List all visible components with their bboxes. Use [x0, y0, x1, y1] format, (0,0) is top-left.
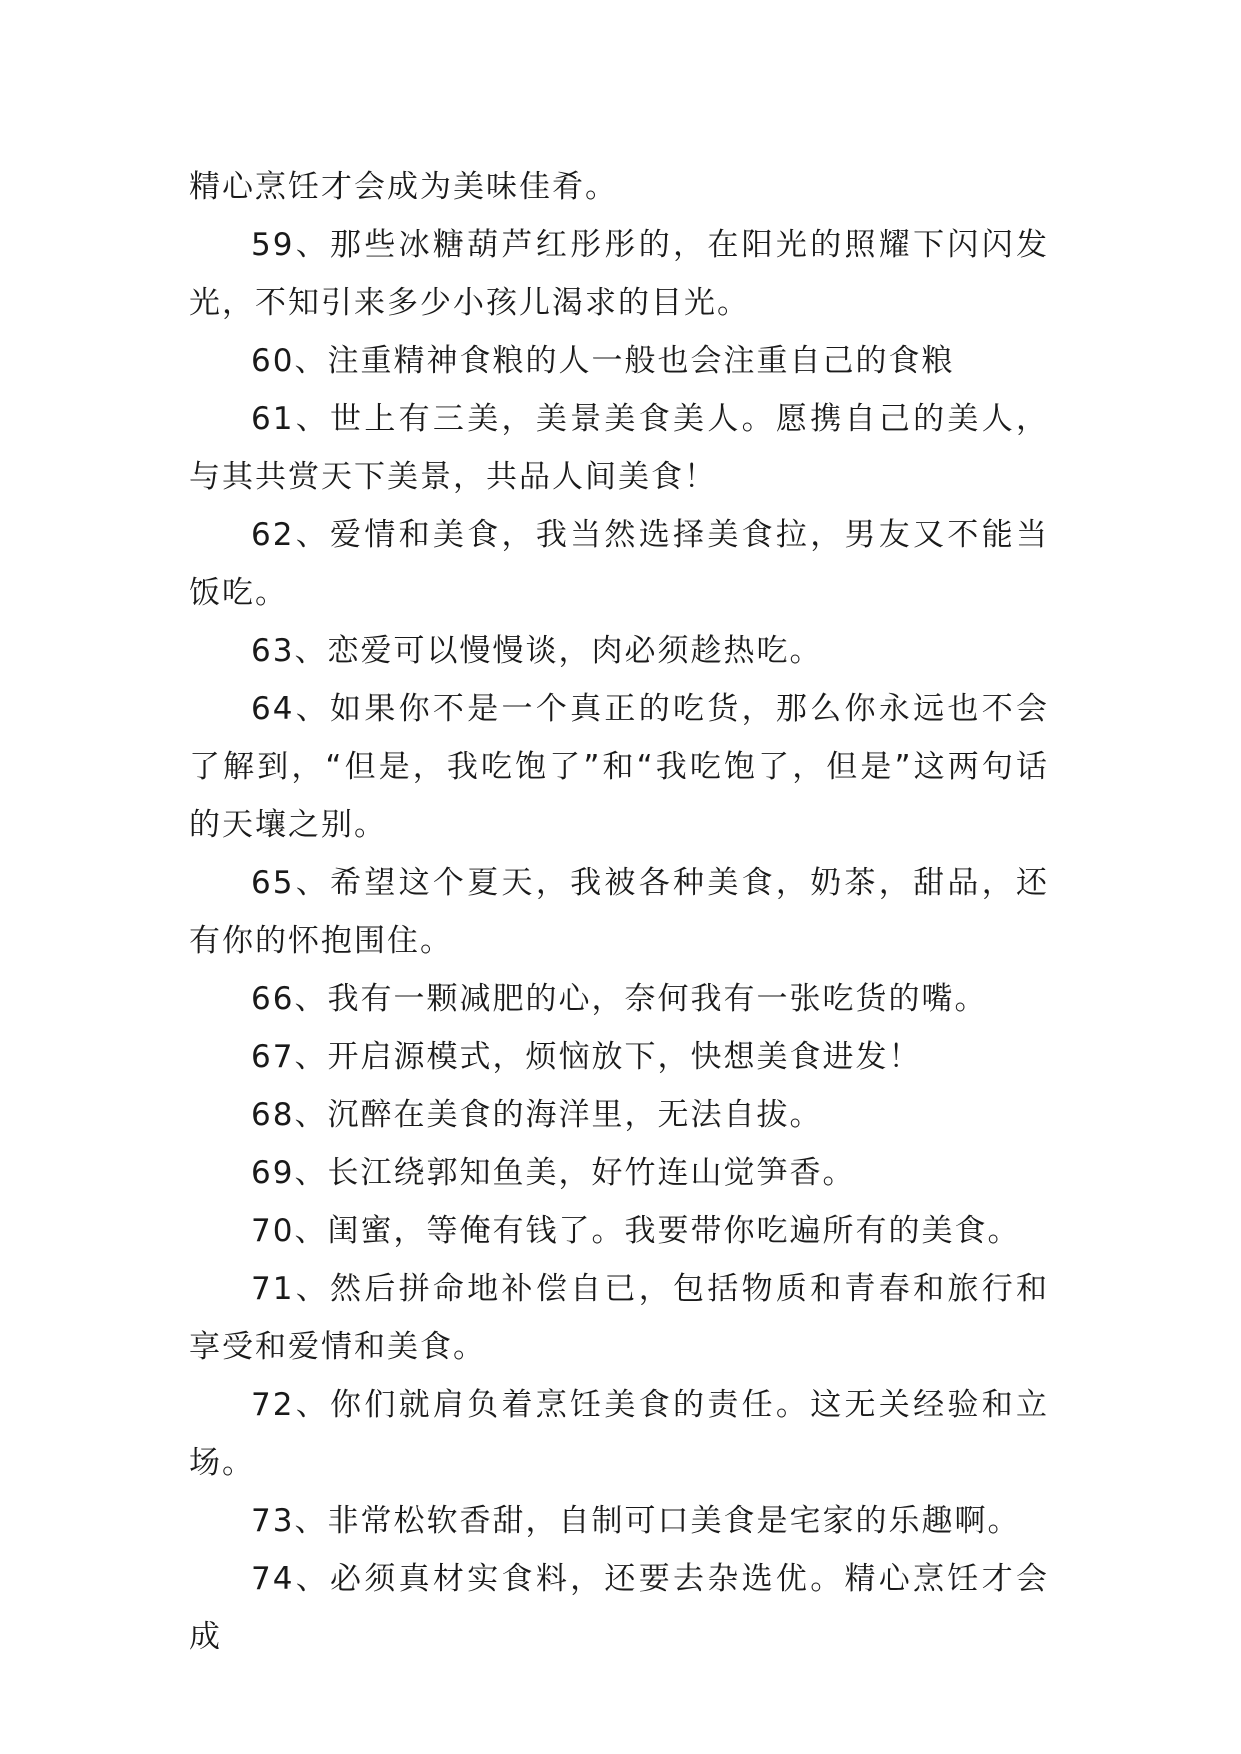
- document-body: [189, 158, 1049, 1666]
- paragraph-item-70: 70、闺蜜，等俺有钱了。我要带你吃遍所有的美食。: [251, 1213, 1021, 1249]
- paragraph-item-73: 73、非常松软香甜，自制可口美食是宅家的乐趣啊。: [251, 1503, 1021, 1539]
- paragraph-item-61: 61、世上有三美，美景美食美人。愿携自己的美人，与其共赏天下美景，共品人间美食！: [189, 401, 1049, 495]
- paragraph-item-72: 72、你们就肩负着烹饪美食的责任。这无关经验和立场。: [189, 1387, 1049, 1481]
- paragraph-continuation: 精心烹饪才会成为美味佳肴。: [189, 169, 618, 205]
- paragraph-item-62: 62、爱情和美食，我当然选择美食拉，男友又不能当饭吃。: [189, 517, 1049, 611]
- paragraph-item-71: 71、然后拼命地补偿自已，包括物质和青春和旅行和享受和爱情和美食。: [189, 1271, 1049, 1365]
- paragraph-item-60: 60、注重精神食粮的人一般也会注重自己的食粮: [251, 343, 955, 379]
- paragraph-item-69: 69、长江绕郭知鱼美，好竹连山觉笋香。: [251, 1155, 856, 1191]
- paragraph-item-64: 64、如果你不是一个真正的吃货，那么你永远也不会了解到，“但是，我吃饱了”和“我吃饱了，但是”这两句话的天壤之别。: [189, 691, 1049, 843]
- paragraph-item-67: 67、开启源模式，烦恼放下，快想美食进发！: [251, 1039, 922, 1075]
- paragraph-item-74: 74、必须真材实食料，还要去杂选优。精心烹饪才会成: [189, 1561, 1049, 1655]
- paragraph-item-63: 63、恋爱可以慢慢谈，肉必须趁热吃。: [251, 633, 823, 669]
- paragraph-item-66: 66、我有一颗减肥的心，奈何我有一张吃货的嘴。: [251, 981, 988, 1017]
- paragraph-item-59: 59、那些冰糖葫芦红彤彤的，在阳光的照耀下闪闪发光，不知引来多少小孩儿渴求的目光。: [189, 227, 1049, 321]
- paragraph-item-68: 68、沉醉在美食的海洋里，无法自拔。: [251, 1097, 823, 1133]
- paragraph-item-65: 65、希望这个夏天，我被各种美食，奶茶，甜品，还有你的怀抱围住。: [189, 865, 1049, 959]
